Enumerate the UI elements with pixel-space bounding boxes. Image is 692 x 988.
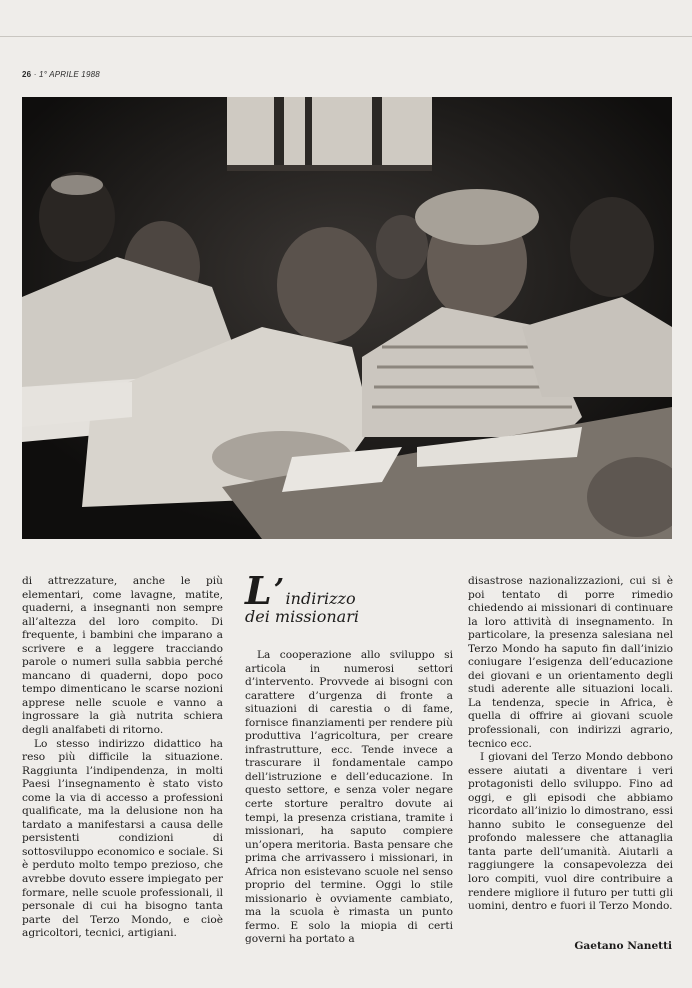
issue-date: 1° APRILE 1988: [39, 70, 100, 79]
classroom-photo-icon: [22, 97, 672, 539]
heading-initial: L: [245, 568, 272, 613]
article-column-1: [22, 575, 223, 941]
section-heading: [245, 568, 453, 627]
paragraph: di attrezzature, anche le più elementari, come lavagne, matite, quaderni, a insegnanti non sempre all’altezza del loro compito. Di frequente, i bambini che imparano a scrivere e a leggere tracciando parole o numeri sulla sabbia perché mancano di quaderni, dopo poco tempo dimenticano le scarse nozioni apprese nelle scuole e vanno a ingrossare la già nutrita schiera degli analfabeti di ritorno.: [22, 575, 223, 737]
top-rule-divider: [0, 36, 692, 37]
heading-line-1: indirizzo: [285, 589, 356, 608]
paragraph: Lo stesso indirizzo didattico ha reso più difficile la situazione. Raggiunta l’indipendenza, in molti Paesi l’insegnamento è stato visto come la via di accesso a professioni qualificate, ma la delusione non ha tardato a manifestarsi a causa delle persistenti condizioni di sottosviluppo economico e sociale. Si è perduto molto tempo prezioso, che avrebbe dovuto essere impiegato per formare, nelle scuole professionali, il personale di cui ha bisogno tanta parte del Terzo Mondo, e cioè agricoltori, tecnici, artigiani.: [22, 737, 223, 940]
paragraph: I giovani del Terzo Mondo debbono essere aiutati a diventare i veri protagonisti dello sviluppo. Fino ad oggi, e gli episodi che abbiamo ricordato all’inizio lo dimostrano, essi hanno subito le conseguenze del profondo malessere che attanaglia tanta parte dell’umanità. Aiutarli a raggiungere la consapevolezza dei loro compiti, vuol dire contribuire a rendere migliore il futuro per tutti gli uomini, dentro e fuori il Terzo Mondo.: [468, 751, 673, 913]
heading-apostrophe: ’: [273, 573, 285, 608]
article-column-2: [245, 568, 453, 947]
heading-line-2: dei missionari: [245, 607, 359, 626]
page-number: 26: [22, 70, 32, 79]
author-signature: Gaetano Nanetti: [574, 940, 672, 952]
paragraph: disastrose nazionalizzazioni, cui si è poi tentato di porre rimedio chiedendo ai missionari di continuare la loro attività di insegnamento. In particolare, la presenza salesiana nel Terzo Mondo ha saputo fin dall’inizio coniugare l’esigenza dell’educazione dei giovani e un orientamento degli studi aderente alle situazioni locali. La tendenza, specie in Africa, è quella di offrire ai giovani scuole professionali, con indirizzi agrario, tecnico ecc.: [468, 575, 673, 750]
page-header: 26 · 1° APRILE 1988: [22, 70, 100, 79]
classroom-photo: [22, 97, 672, 539]
paragraph: La cooperazione allo sviluppo si articola in numerosi settori d’intervento. Provvede ai bisogni con carattere d’urgenza di fronte a situazioni di carestia o di fame, fornisce finanziamenti per rendere più produttiva l’agricoltura, per creare infrastrutture, ecc. Tende invece a trascurare il fondamentale campo dell’istruzione e dell’educazione. In questo settore, e senza voler negare certe storture peraltro dovute ai tempi, la presenza cristiana, tramite i missionari, ha saputo compiere un’opera meritoria. Basta pensare che prima che arrivassero i missionari, in Africa non esistevano scuole nel senso proprio del termine. Oggi lo stile missionario è ovviamente cambiato, ma la scuola è rimasta un punto fermo. E solo la miopia di certi governi ha portato a: [245, 649, 453, 946]
article-column-3: [468, 575, 673, 914]
